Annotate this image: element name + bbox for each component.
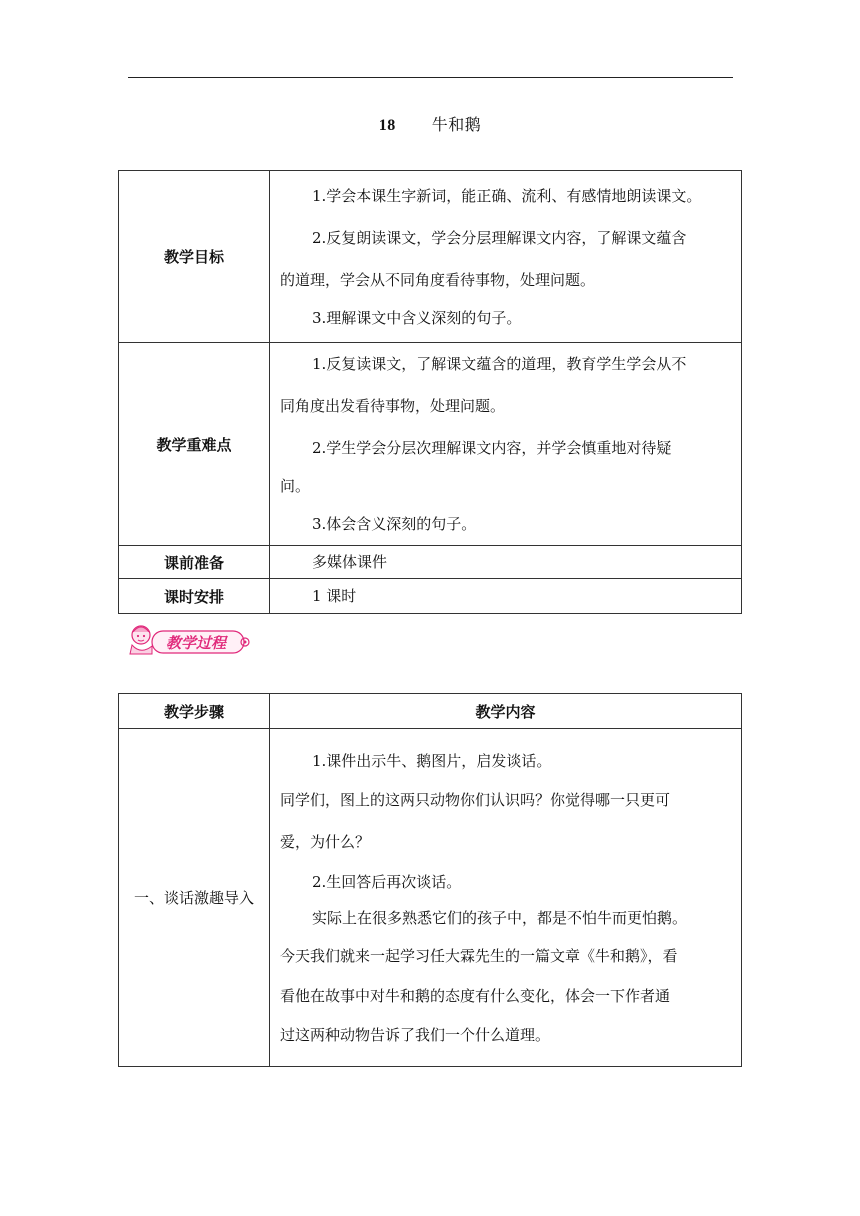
content-line: 1.课件出示牛、鹅图片，启发谈话。 [312, 751, 552, 770]
lesson-name: 牛和鹅 [431, 115, 482, 134]
objective-item: 1.学会本课生字新词，能正确、流利、有感情地朗读课文。 [312, 186, 702, 205]
objective-item: 3.理解课文中含义深刻的句子。 [312, 308, 522, 327]
schedule-row [119, 579, 742, 614]
objectives-content [270, 171, 742, 343]
header-content: 教学内容 [270, 694, 742, 729]
cartoon-boy-icon [130, 626, 152, 654]
key-point-item: 2.学生学会分层次理解课文内容，并学会慎重地对待疑 [312, 439, 672, 457]
process-header-row [119, 694, 742, 729]
lesson-plan-table [118, 170, 742, 614]
schedule-label: 课时安排 [119, 579, 270, 614]
schedule-value: 1 课时 [270, 579, 742, 614]
key-point-item: 1.反复读课文，了解课文蕴含的道理，教育学生学会从不 [312, 355, 687, 373]
objectives-row [119, 171, 742, 343]
key-points-label: 教学重难点 [119, 343, 270, 546]
key-point-item: 问。 [280, 477, 311, 495]
content-line: 今天我们就来一起学习任大霖先生的一篇文章《牛和鹅》，看 [280, 946, 678, 965]
content-line: 2.生回答后再次谈话。 [312, 872, 462, 891]
process-step: 一、谈话激趣导入 [119, 729, 270, 1067]
badge-text: 教学过程 [165, 634, 227, 652]
key-points-row [119, 343, 742, 546]
content-line: 实际上在很多熟悉它们的孩子中，都是不怕牛而更怕鹅。 [312, 908, 688, 927]
key-points-content [270, 343, 742, 546]
preparation-value: 多媒体课件 [270, 546, 742, 579]
content-line: 看他在故事中对牛和鹅的态度有什么变化，体会一下作者通 [280, 986, 671, 1005]
process-content [270, 729, 742, 1067]
key-point-item: 3.体会含义深刻的句子。 [312, 515, 477, 533]
preparation-row [119, 546, 742, 579]
teaching-process-badge [124, 621, 252, 659]
content-line: 过这两种动物告诉了我们一个什么道理。 [280, 1025, 551, 1044]
lesson-number: 18 [378, 117, 396, 134]
preparation-label: 课前准备 [119, 546, 270, 579]
header-steps: 教学步骤 [119, 694, 270, 729]
lesson-title [0, 112, 860, 135]
content-line: 同学们，图上的这两只动物你们认识吗？你觉得哪一只更可 [280, 790, 671, 809]
content-line: 爱，为什么？ [280, 832, 371, 851]
process-row [119, 729, 742, 1067]
key-point-item: 同角度出发看待事物，处理问题。 [280, 397, 506, 415]
objective-item: 的道理，学会从不同角度看待事物，处理问题。 [280, 270, 596, 289]
objectives-label: 教学目标 [119, 171, 270, 343]
objective-item: 2.反复朗读课文，学会分层理解课文内容，了解课文蕴含 [312, 228, 687, 247]
teaching-process-table [118, 693, 742, 1067]
header-rule [128, 77, 733, 78]
